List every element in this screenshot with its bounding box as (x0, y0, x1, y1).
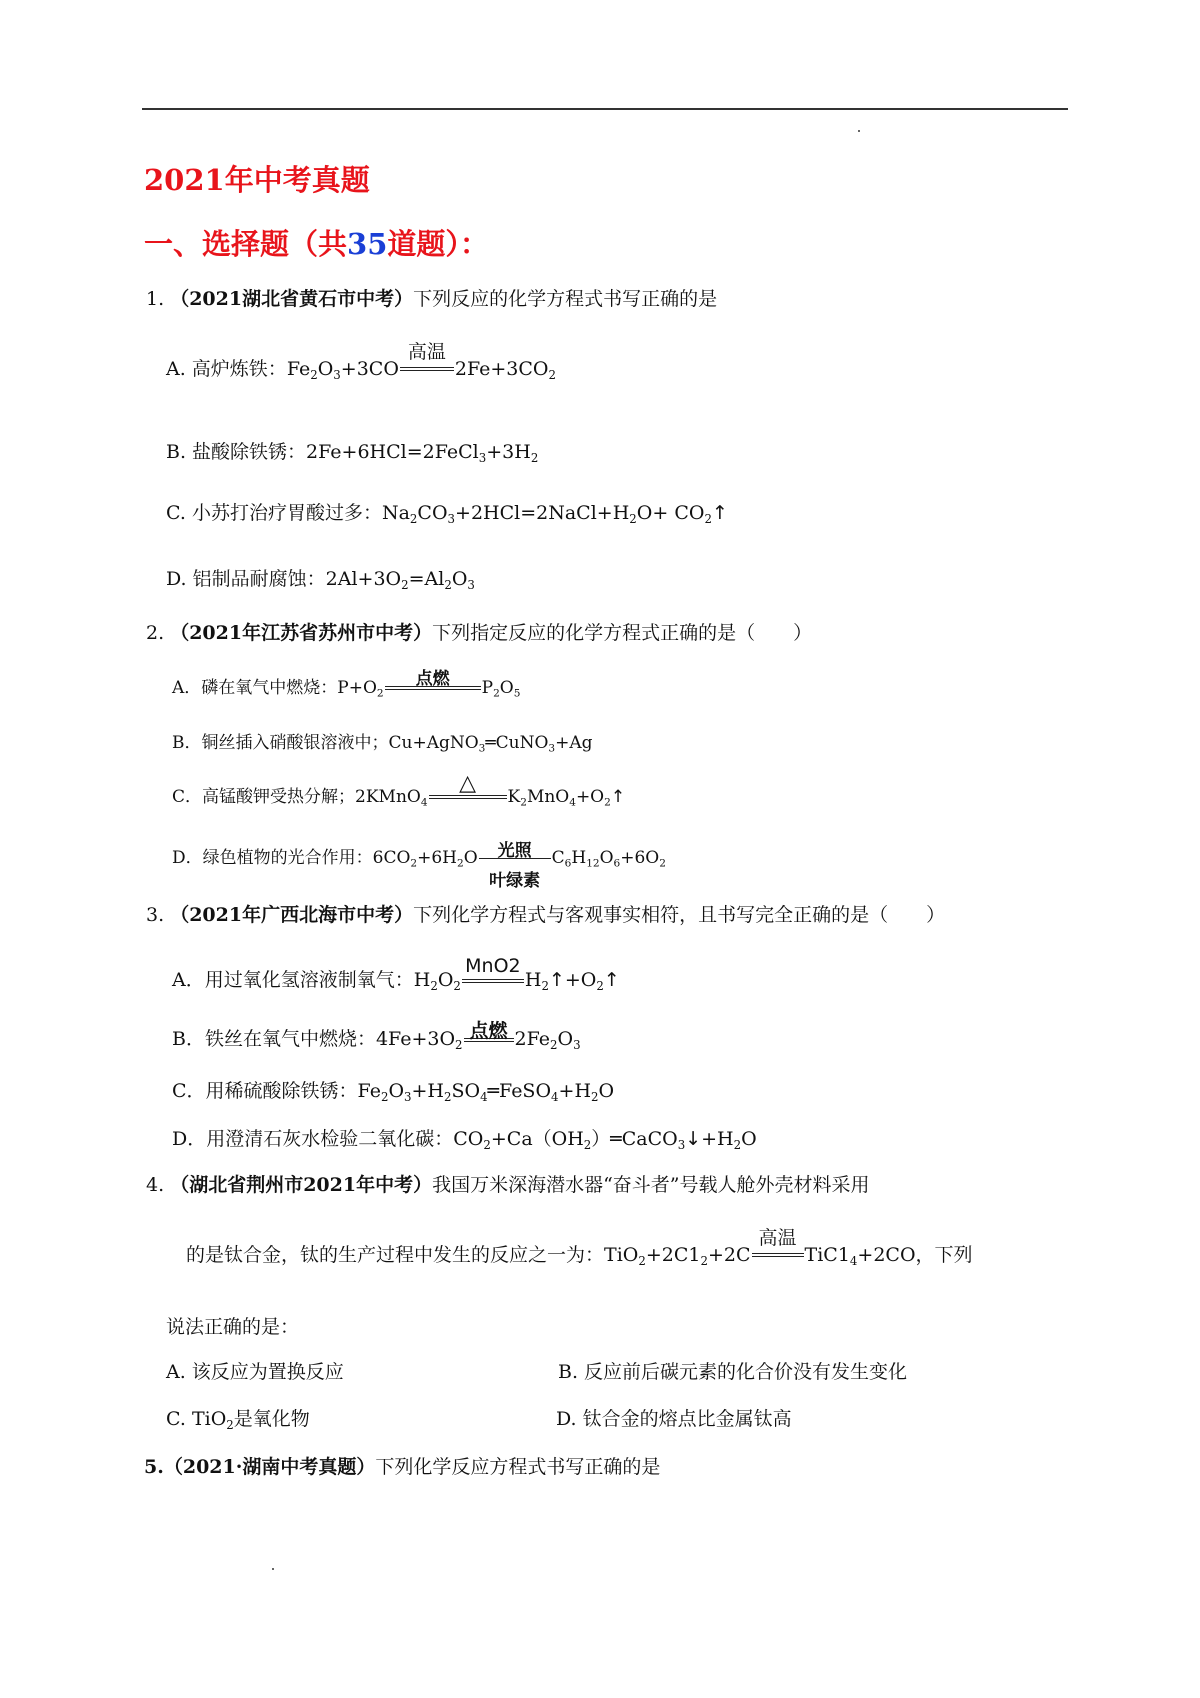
q3-option-b: B．铁丝在氧气中燃烧：$4Fe+3O_2$ 点燃 $2Fe_2O_3$ (172, 1020, 581, 1053)
reaction-condition: 光照 叶绿素 (479, 858, 551, 863)
q1-option-d: D. 铝制品耐腐蚀：$2Al+3O_2=Al_2O_3$ (166, 568, 475, 593)
reaction-condition: △ (429, 795, 507, 802)
q1-option-c: C. 小苏打治疗胃酸过多：$Na_2CO_3+2HCl=2NaCl+H_2O+$ $CO_2↑$ (166, 502, 728, 527)
question-source: （2021·湖南中考真题） (163, 1456, 376, 1478)
q2-option-a: A．磷在氧气中燃烧：$P+O_2$ 点燃 $P_2O_5$ (172, 669, 521, 700)
reaction-condition: 点燃 (385, 686, 481, 693)
question-source: （2021年江苏省苏州市中考） (170, 622, 433, 644)
question-4-line2: 的是钛合金，钛的生产过程中发生的反应之一为：$TiO_2+2C1_2+2C$ 高温 $TiC1_4+2CO$，下列 (186, 1227, 973, 1269)
q4-option-d: D. 钛合金的熔点比金属钛高 (556, 1408, 792, 1430)
stray-mark (272, 1568, 274, 1570)
question-4-line3: 说法正确的是： (166, 1316, 300, 1338)
q2-option-b: B．铜丝插入硝酸银溶液中；Cu+AgNO$_3$═CuNO$_3$+Ag (172, 733, 593, 755)
q1-option-b: B. 盐酸除铁锈：$2Fe+6HCl=2FeCl_3+3H_2$ (166, 441, 539, 466)
q4-option-a: A. 该反应为置换反应 (166, 1361, 344, 1383)
question-2: 2. （2021年江苏省苏州市中考）下列指定反应的化学方程式正确的是（ ） (146, 622, 813, 644)
header-rule (142, 108, 1068, 110)
question-source: （2021年广西北海市中考） (170, 904, 414, 926)
stray-mark (858, 130, 860, 132)
page-heading: 2021年中考真题 (144, 163, 370, 197)
q2-option-d: D．绿色植物的光合作用：$6CO_2+6H_2O$ 光照 叶绿素 $C_6H_{12}O_6+6O_2$ (172, 841, 666, 891)
question-count: 35 (347, 227, 388, 261)
q3-option-a: A．用过氧化氢溶液制氧气：$H_2O_2$ MnO2 $H_2↑+O_2↑$ (172, 955, 620, 994)
question-3: 3. （2021年广西北海市中考）下列化学方程式与客观事实相符，且书写完全正确的是（ ） (146, 904, 946, 926)
question-1: 1. （2021湖北省黄石市中考）下列反应的化学方程式书写正确的是 (146, 288, 718, 310)
question-source: （2021湖北省黄石市中考） (170, 288, 414, 310)
q3-option-c: C．用稀硫酸除铁锈：$Fe_2O_3+H_2SO_4═FeSO_4+H_2O$ (172, 1080, 615, 1105)
question-source: （湖北省荆州市2021年中考） (170, 1174, 433, 1196)
question-4: 4. （湖北省荆州市2021年中考）我国万米深海潜水器“奋斗者”号载人舱外壳材料采用 (146, 1174, 870, 1196)
reaction-condition: 高温 (752, 1253, 804, 1261)
reaction-condition: 高温 (400, 367, 454, 375)
question-5: 5.（2021·湖南中考真题）下列化学反应方程式书写正确的是 (144, 1456, 661, 1478)
section-title: 一、选择题（共35道题）： (144, 227, 489, 261)
q2-option-c: C．高锰酸钾受热分解；2KMnO$_4$ △ $K_2MnO_4+O_2↑$ (172, 771, 626, 809)
q4-option-b: B. 反应前后碳元素的化合价没有发生变化 (558, 1361, 908, 1383)
q4-option-c: C. TiO$_2$是氧化物 (166, 1408, 310, 1433)
q3-option-d: D．用澄清石灰水检验二氧化碳：$CO_2+Ca(OH_2)═CaCO_3↓+H_2O$ (172, 1128, 757, 1153)
q1-option-a: A. 高炉炼铁：$Fe_2O_3+3CO$ 高温 $2Fe+3CO_2$ (166, 341, 557, 383)
reaction-condition: 点燃 (464, 1038, 514, 1045)
reaction-condition: MnO2 (462, 979, 524, 986)
